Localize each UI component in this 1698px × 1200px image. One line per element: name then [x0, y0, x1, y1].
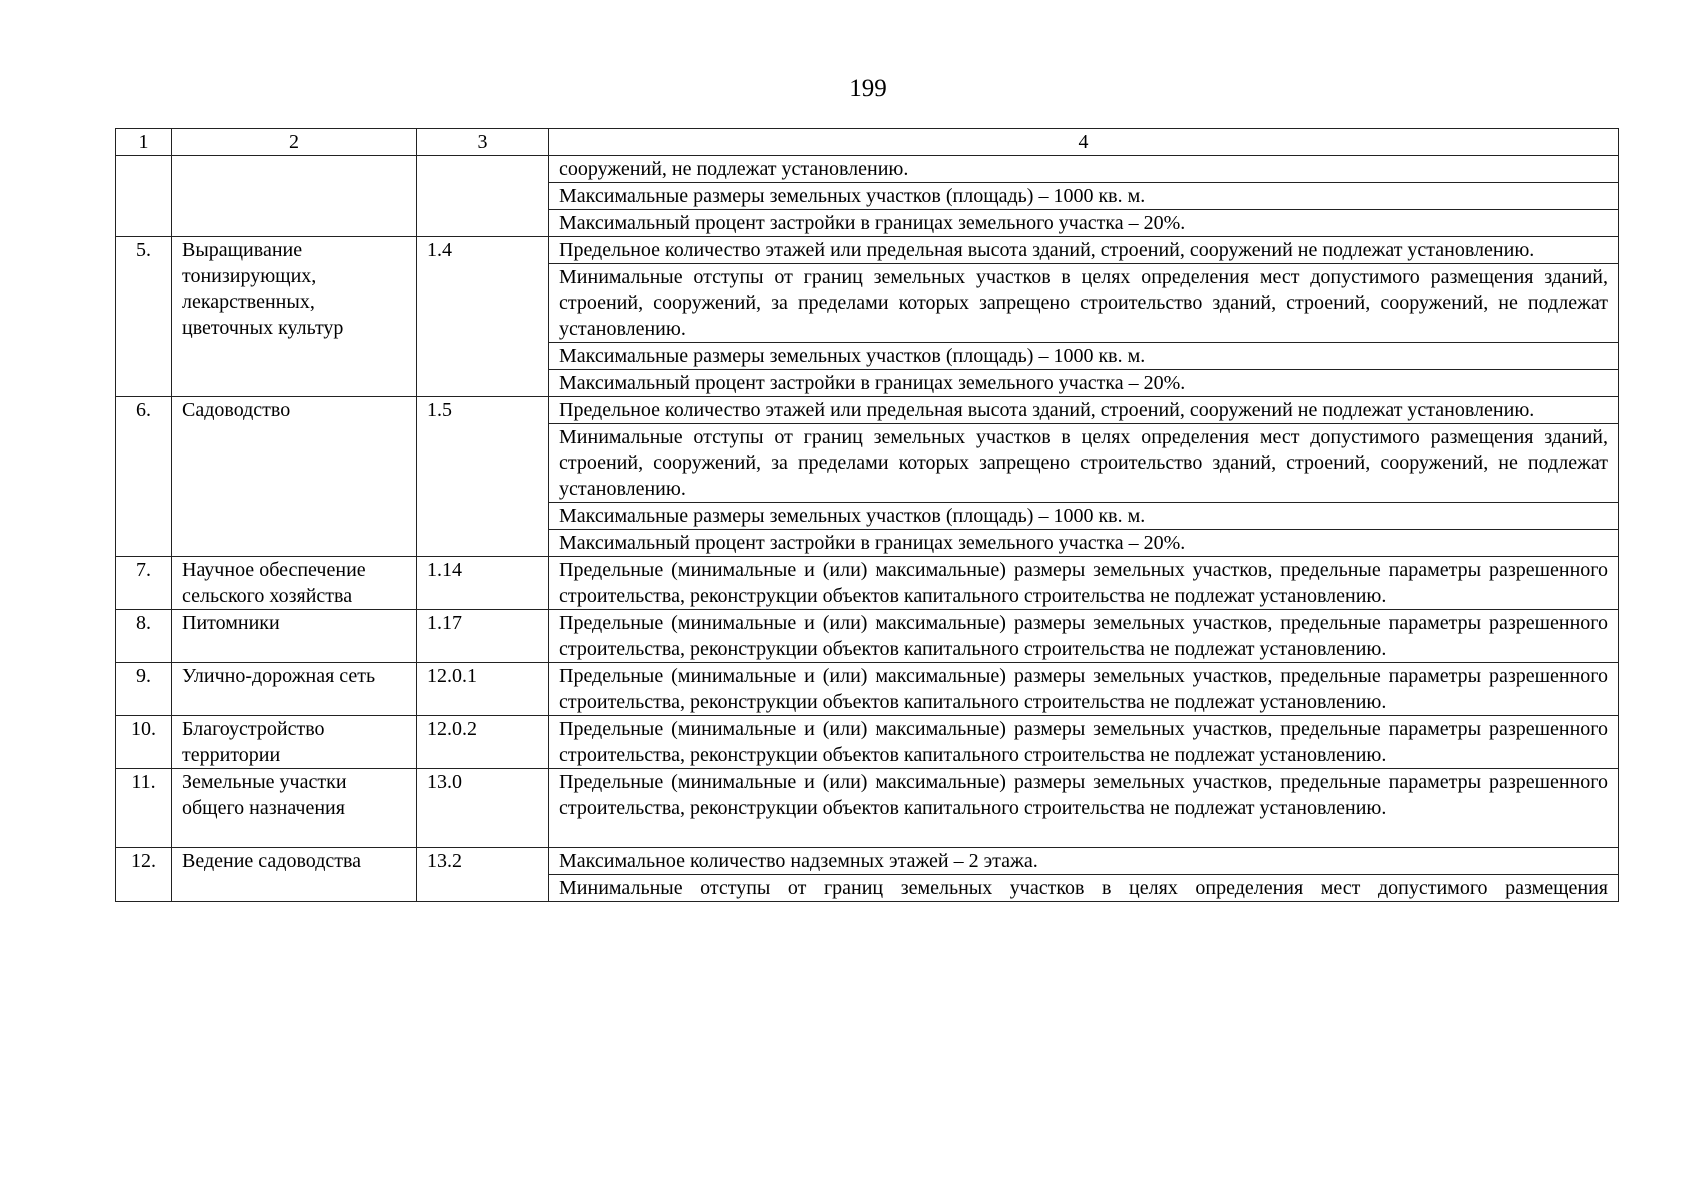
use-name: Выращивание тонизирующих, лекарственных, цветочных культур: [172, 237, 417, 397]
header-col-1: 1: [116, 129, 172, 156]
param-text: Максимальный процент застройки в границах земельного участка – 20%.: [549, 210, 1619, 237]
row-number: 12.: [116, 848, 172, 902]
use-code: 12.0.2: [417, 716, 549, 769]
regulations-table: [115, 128, 1619, 902]
param-text: Максимальный процент застройки в границах земельного участка – 20%.: [549, 530, 1619, 557]
param-text: Максимальные размеры земельных участков (площадь) – 1000 кв. м.: [549, 183, 1619, 210]
header-col-2: 2: [172, 129, 417, 156]
table-row: [116, 397, 1619, 424]
param-text: Предельные (минимальные и (или) максимальные) размеры земельных участков, предельные параметры разрешенного строительства, реконструкции объектов капитального строительства не подлежат установлению.: [549, 557, 1619, 610]
table-body: [116, 129, 1619, 902]
table-row: [116, 848, 1619, 875]
use-name: Питомники: [172, 610, 417, 663]
param-text: Предельные (минимальные и (или) максимальные) размеры земельных участков, предельные параметры разрешенного строительства, реконструкции объектов капитального строительства не подлежат установлению.: [549, 769, 1619, 848]
table-header-row: [116, 129, 1619, 156]
table-row: [116, 237, 1619, 264]
table-row: [116, 716, 1619, 769]
param-text: Максимальный процент застройки в границах земельного участка – 20%.: [549, 370, 1619, 397]
param-text: сооружений, не подлежат установлению.: [549, 156, 1619, 183]
use-code: 13.2: [417, 848, 549, 902]
param-text: Предельные (минимальные и (или) максимальные) размеры земельных участков, предельные параметры разрешенного строительства, реконструкции объектов капитального строительства не подлежат установлению.: [549, 610, 1619, 663]
table-row: [116, 156, 1619, 183]
use-code: [417, 156, 549, 237]
param-text: Минимальные отступы от границ земельных участков в целях определения мест допустимого размещения зданий, строений, сооружений, за пределами которых запрещено строительство зданий, строений, сооружений, не подлежат установлению.: [549, 424, 1619, 503]
header-col-4: 4: [549, 129, 1619, 156]
param-text: Предельные (минимальные и (или) максимальные) размеры земельных участков, предельные параметры разрешенного строительства, реконструкции объектов капитального строительства не подлежат установлению.: [549, 716, 1619, 769]
use-name: Ведение садоводства: [172, 848, 417, 902]
param-text: Минимальные отступы от границ земельных участков в целях определения мест допустимого размещения зданий, строений, сооружений, за пределами которых запрещено строительство зданий, строений, сооружений, не подлежат установлению.: [549, 264, 1619, 343]
param-text: Предельные (минимальные и (или) максимальные) размеры земельных участков, предельные параметры разрешенного строительства, реконструкции объектов капитального строительства не подлежат установлению.: [549, 663, 1619, 716]
row-number: 5.: [116, 237, 172, 397]
use-name: Улично-дорожная сеть: [172, 663, 417, 716]
param-text: Максимальное количество надземных этажей – 2 этажа.: [549, 848, 1619, 875]
param-text: Максимальные размеры земельных участков (площадь) – 1000 кв. м.: [549, 503, 1619, 530]
table-row: [116, 663, 1619, 716]
table-row: [116, 610, 1619, 663]
row-number: 6.: [116, 397, 172, 557]
use-name: Благоустройство территории: [172, 716, 417, 769]
row-number: 7.: [116, 557, 172, 610]
param-text: Максимальные размеры земельных участков (площадь) – 1000 кв. м.: [549, 343, 1619, 370]
param-text: Предельное количество этажей или предельная высота зданий, строений, сооружений не подлежат установлению.: [549, 397, 1619, 424]
row-number: 10.: [116, 716, 172, 769]
use-code: 12.0.1: [417, 663, 549, 716]
param-text: Предельное количество этажей или предельная высота зданий, строений, сооружений не подлежат установлению.: [549, 237, 1619, 264]
use-name: Земельные участки общего назначения: [172, 769, 417, 848]
param-text: Минимальные отступы от границ земельных участков в целях определения мест допустимого размещения: [549, 875, 1619, 902]
row-number: 8.: [116, 610, 172, 663]
use-name: [172, 156, 417, 237]
use-code: 1.17: [417, 610, 549, 663]
header-col-3: 3: [417, 129, 549, 156]
table-row: [116, 769, 1619, 848]
use-name: Научное обеспечение сельского хозяйства: [172, 557, 417, 610]
row-number: 11.: [116, 769, 172, 848]
use-name: Садоводство: [172, 397, 417, 557]
row-number: [116, 156, 172, 237]
use-code: 1.4: [417, 237, 549, 397]
page-number: 199: [849, 75, 887, 102]
use-code: 13.0: [417, 769, 549, 848]
use-code: 1.5: [417, 397, 549, 557]
use-code: 1.14: [417, 557, 549, 610]
table-row: [116, 557, 1619, 610]
row-number: 9.: [116, 663, 172, 716]
